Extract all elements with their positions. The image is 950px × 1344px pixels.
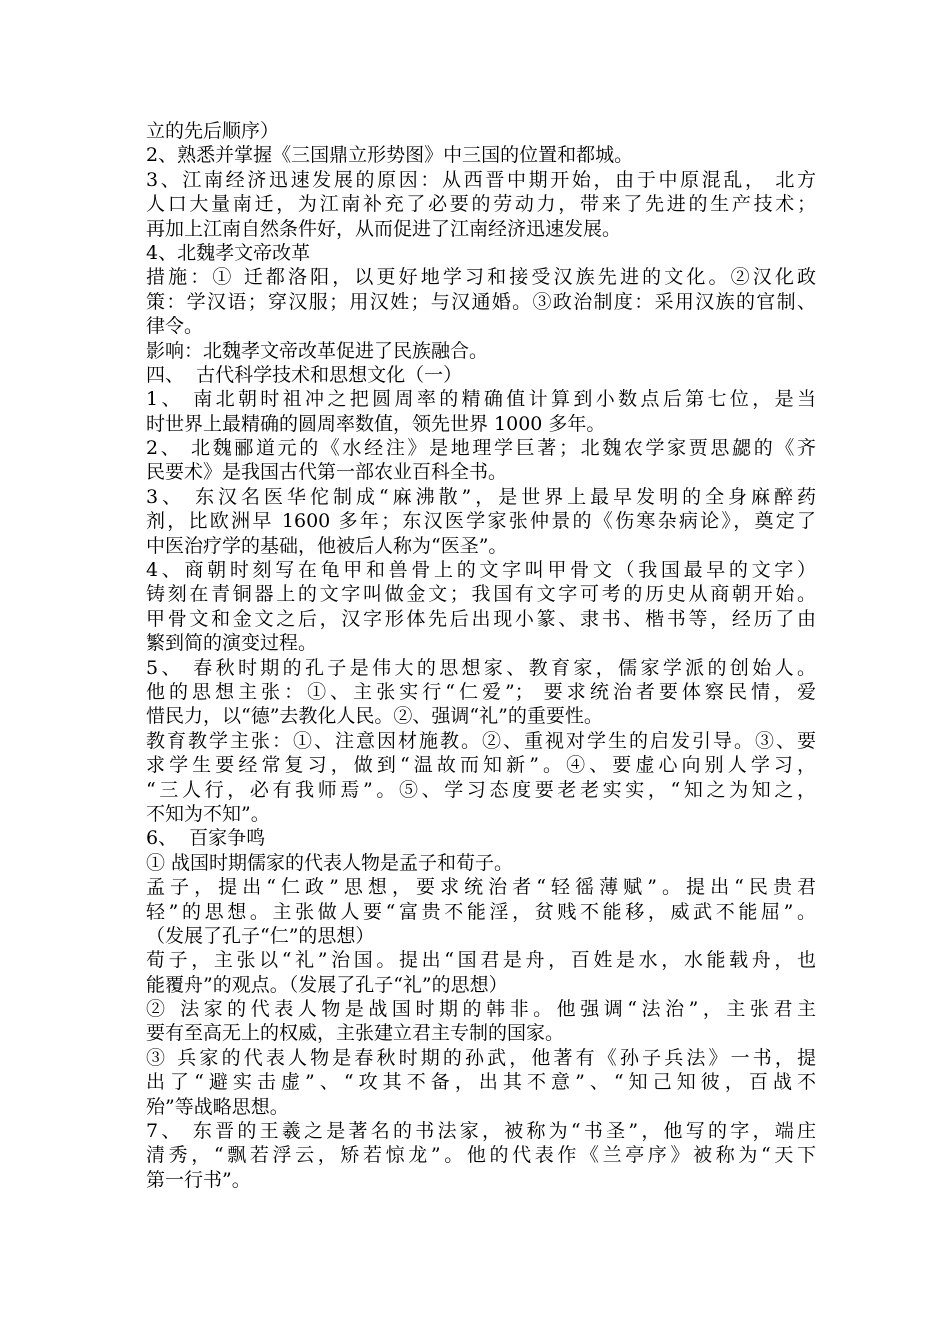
text-line: 要有至高无上的权威，主张建立君主专制的国家。 <box>146 1022 565 1045</box>
text-line: 立的先后顺序） <box>146 120 280 142</box>
text-line: 策：学汉语；穿汉服；用汉姓；与汉通婚。③政治制度：采用汉族的官制、 <box>146 290 816 313</box>
text-line: （发展了孔子“仁”的思想） <box>146 924 375 947</box>
text-line: 再加上江南自然条件好，从而促进了江南经济迅速发展。 <box>146 217 622 240</box>
text-line: 措施：① 迁都洛阳，以更好地学习和接受汉族先进的文化。②汉化政 <box>146 266 816 289</box>
section-heading: 4、北魏孝文帝改革 <box>146 241 311 264</box>
text-line: “三人行，必有我师焉”。⑤、学习态度要老老实实，“知之为知之， <box>146 778 816 801</box>
text-line: 殆”等战略思想。 <box>146 1095 289 1118</box>
text-line: 中医治疗学的基础，他被后人称为“医圣”。 <box>146 534 508 557</box>
text-line: 甲骨文和金文之后，汉字形体先后出现小篆、隶书、楷书等，经历了由 <box>146 607 816 630</box>
text-line: 孟子，提出“仁政”思想，要求统治者“轻徭薄赋”。提出“民贵君 <box>146 876 816 899</box>
text-line: 不知为不知”。 <box>146 802 270 825</box>
text-line: 2、 北魏郦道元的《水经注》是地理学巨著；北魏农学家贾思勰的《齐 <box>146 437 816 460</box>
text-line: 惜民力，以“德”去教化人民。②、强调“礼”的重要性。 <box>146 705 603 728</box>
text-line: 5、 春秋时期的孔子是伟大的思想家、教育家，儒家学派的创始人。 <box>146 656 816 679</box>
text-line: 荀子，主张以“礼”治国。提出“国君是舟，百姓是水，水能载舟，也 <box>146 949 816 972</box>
text-line: 3、江南经济迅速发展的原因：从西晋中期开始，由于中原混乱， 北方 <box>146 168 816 191</box>
document-body <box>146 119 816 1192</box>
text-line: 能覆舟”的观点。（发展了孔子“礼”的思想） <box>146 973 508 996</box>
text-line: ② 法家的代表人物是战国时期的韩非。他强调“法治”，主张君主 <box>146 998 816 1021</box>
text-line: ① 战国时期儒家的代表人物是孟子和荀子。 <box>146 851 514 874</box>
text-line: 4、商朝时刻写在龟甲和兽骨上的文字叫甲骨文（我国最早的文字） <box>146 559 816 582</box>
text-line: 轻”的思想。主张做人要“富贵不能淫，贫贱不能移，威武不能屈”。 <box>146 900 816 923</box>
text-line: 1、 南北朝时祖冲之把圆周率的精确值计算到小数点后第七位，是当 <box>146 388 816 411</box>
text-line: 清秀，“飘若浮云，矫若惊龙”。他的代表作《兰亭序》被称为“天下 <box>146 1144 816 1167</box>
section-heading: 四、 古代科学技术和思想文化（一） <box>146 363 463 386</box>
text-line: 教育教学主张：①、注意因材施教。②、重视对学生的启发引导。③、要 <box>146 729 816 752</box>
text-line: 时世界上最精确的圆周率数值，领先世界 1000 多年。 <box>146 412 606 435</box>
section-heading: 6、 百家争鸣 <box>146 827 266 850</box>
text-line: 铸刻在青铜器上的文字叫做金文；我国有文字可考的历史从商朝开始。 <box>146 583 816 606</box>
text-line: 出了“避实击虚”、“攻其不备，出其不意”、“知己知彼，百战不 <box>146 1071 816 1094</box>
text-line: 民要术》是我国古代第一部农业百科全书。 <box>146 461 508 484</box>
text-line: 7、 东晋的王羲之是著名的书法家，被称为“书圣”，他写的字，端庄 <box>146 1120 816 1143</box>
text-line: 他的思想主张：①、主张实行“仁爱”； 要求统治者要体察民情，爱 <box>146 680 816 703</box>
text-line: 2、熟悉并掌握《三国鼎立形势图》中三国的位置和都城。 <box>146 144 634 167</box>
text-line: 剂，比欧洲早 1600 多年；东汉医学家张仲景的《伤寒杂病论》，奠定了 <box>146 510 816 533</box>
text-line: 律令。 <box>146 315 204 338</box>
text-line: 繁到简的演变过程。 <box>146 632 318 655</box>
text-line: 3、 东汉名医华佗制成“麻沸散”，是世界上最早发明的全身麻醉药 <box>146 485 816 508</box>
text-line: 影响：北魏孝文帝改革促进了民族融合。 <box>146 339 489 362</box>
text-line: 第一行书”。 <box>146 1168 251 1191</box>
text-line: 人口大量南迁，为江南补充了必要的劳动力，带来了先进的生产技术； <box>146 193 816 216</box>
text-line: ③ 兵家的代表人物是春秋时期的孙武，他著有《孙子兵法》一书，提 <box>146 1046 816 1069</box>
text-line: 求学生要经常复习，做到“温故而知新”。④、要虚心向别人学习， <box>146 754 816 777</box>
